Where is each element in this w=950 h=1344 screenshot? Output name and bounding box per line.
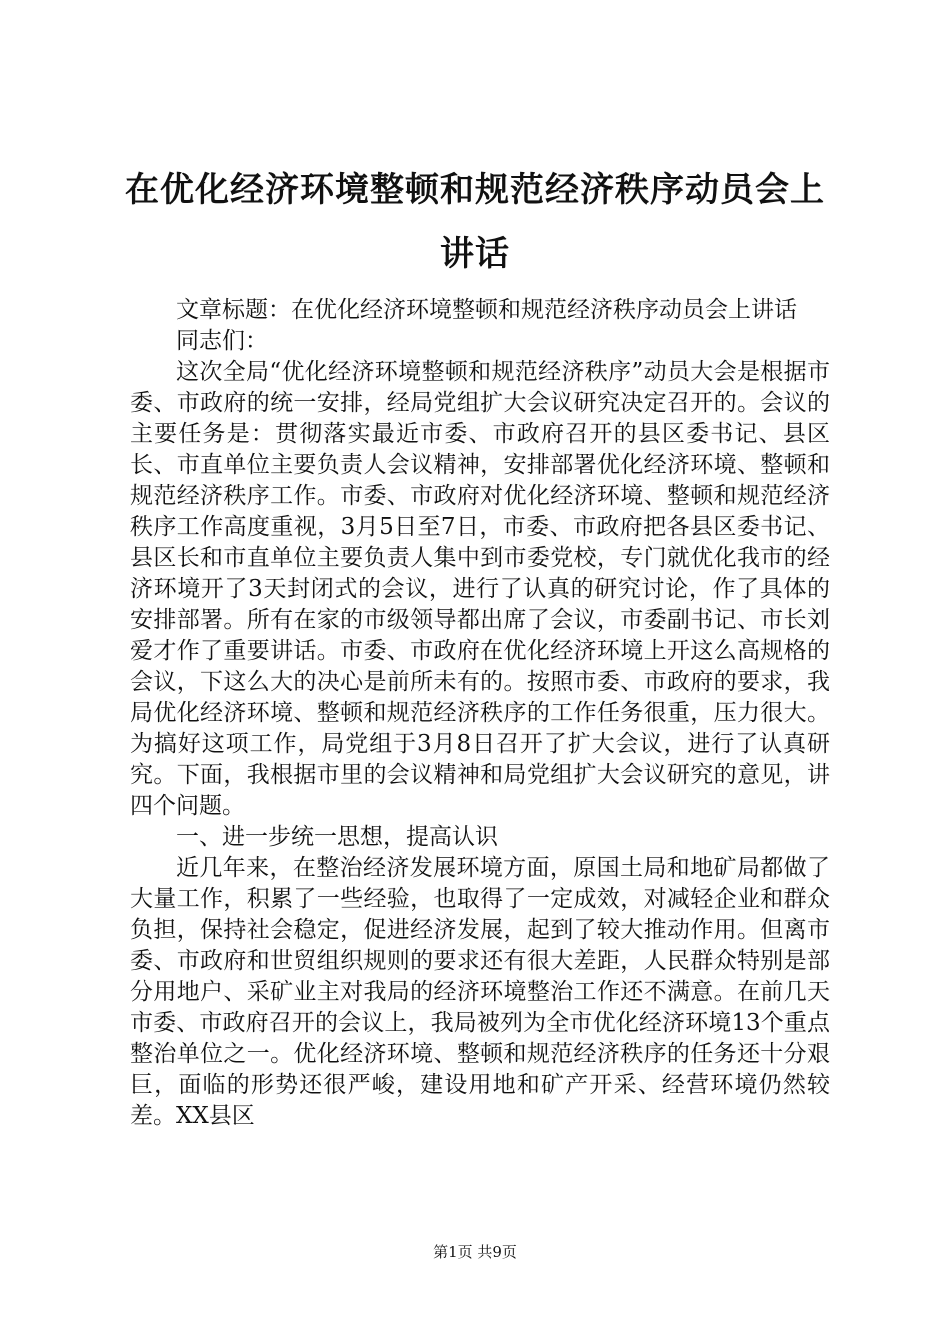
article-title-line: 文章标题：在优化经济环境整顿和规范经济秩序动员会上讲话 <box>176 297 797 323</box>
body-paragraph: 这次全局“优化经济环境整顿和规范经济秩序”动员大会是根据市委、市政府的统一安排，经局党组扩大会议研究决定召开的。会议的主要任务是：贯彻落实最近市委、市政府召开的县区委书记、县区长、市直单位主要负责人会议精神，安排部署优化经济环境、整顿和规范经济秩序工作。市委、市政府对优化经济环境、整顿和规范经济秩序工作高度重视，3月5日至7日，市委、市政府把各县区委书记、县区长和市直单位主要负责人集中到市委党校，专门就优化我市的经济环境开了3天封闭式的会议，进行了认真的研究讨论，作了具体的安排部署。所有在家的市级领导都出席了会议，市委副书记、市长刘爱才作了重要讲话。市委、市政府在优化经济环境上开这么高规格的会议，下这么大的决心是前所未有的。按照市委、市政府的要求，我局优化经济环境、整顿和规范经济秩序的工作任务很重，压力很大。为搞好这项工作，局党组于3月8日召开了扩大会议，进行了认真研究。下面，我根据市里的会议精神和局党组扩大会议研究的意见，讲四个问题。 <box>130 359 830 819</box>
section-heading: 一、进一步统一思想，提高认识 <box>176 824 498 850</box>
salutation: 同志们： <box>176 328 268 354</box>
document-body <box>130 295 830 1132</box>
page-footer: 第1页 共9页 <box>433 1243 517 1261</box>
body-paragraph: 近几年来，在整治经济发展环境方面，原国土局和地矿局都做了大量工作，积累了一些经验，也取得了一定成效，对减轻企业和群众负担，保持社会稳定，促进经济发展，起到了较大推动作用。但离市委、市政府和世贸组织规则的要求还有很大差距，人民群众特别是部分用地户、采矿业主对我局的经济环境整治工作还不满意。在前几天市委、市政府召开的会议上，我局被列为全市优化经济环境13个重点整治单位之一。优化经济环境、整顿和规范经济秩序的任务还十分艰巨，面临的形势还很严峻，建设用地和矿产开采、经营环境仍然较差。XX县区 <box>130 855 830 1129</box>
document-title: 在优化经济环境整顿和规范经济秩序动员会上讲话 <box>125 170 825 274</box>
